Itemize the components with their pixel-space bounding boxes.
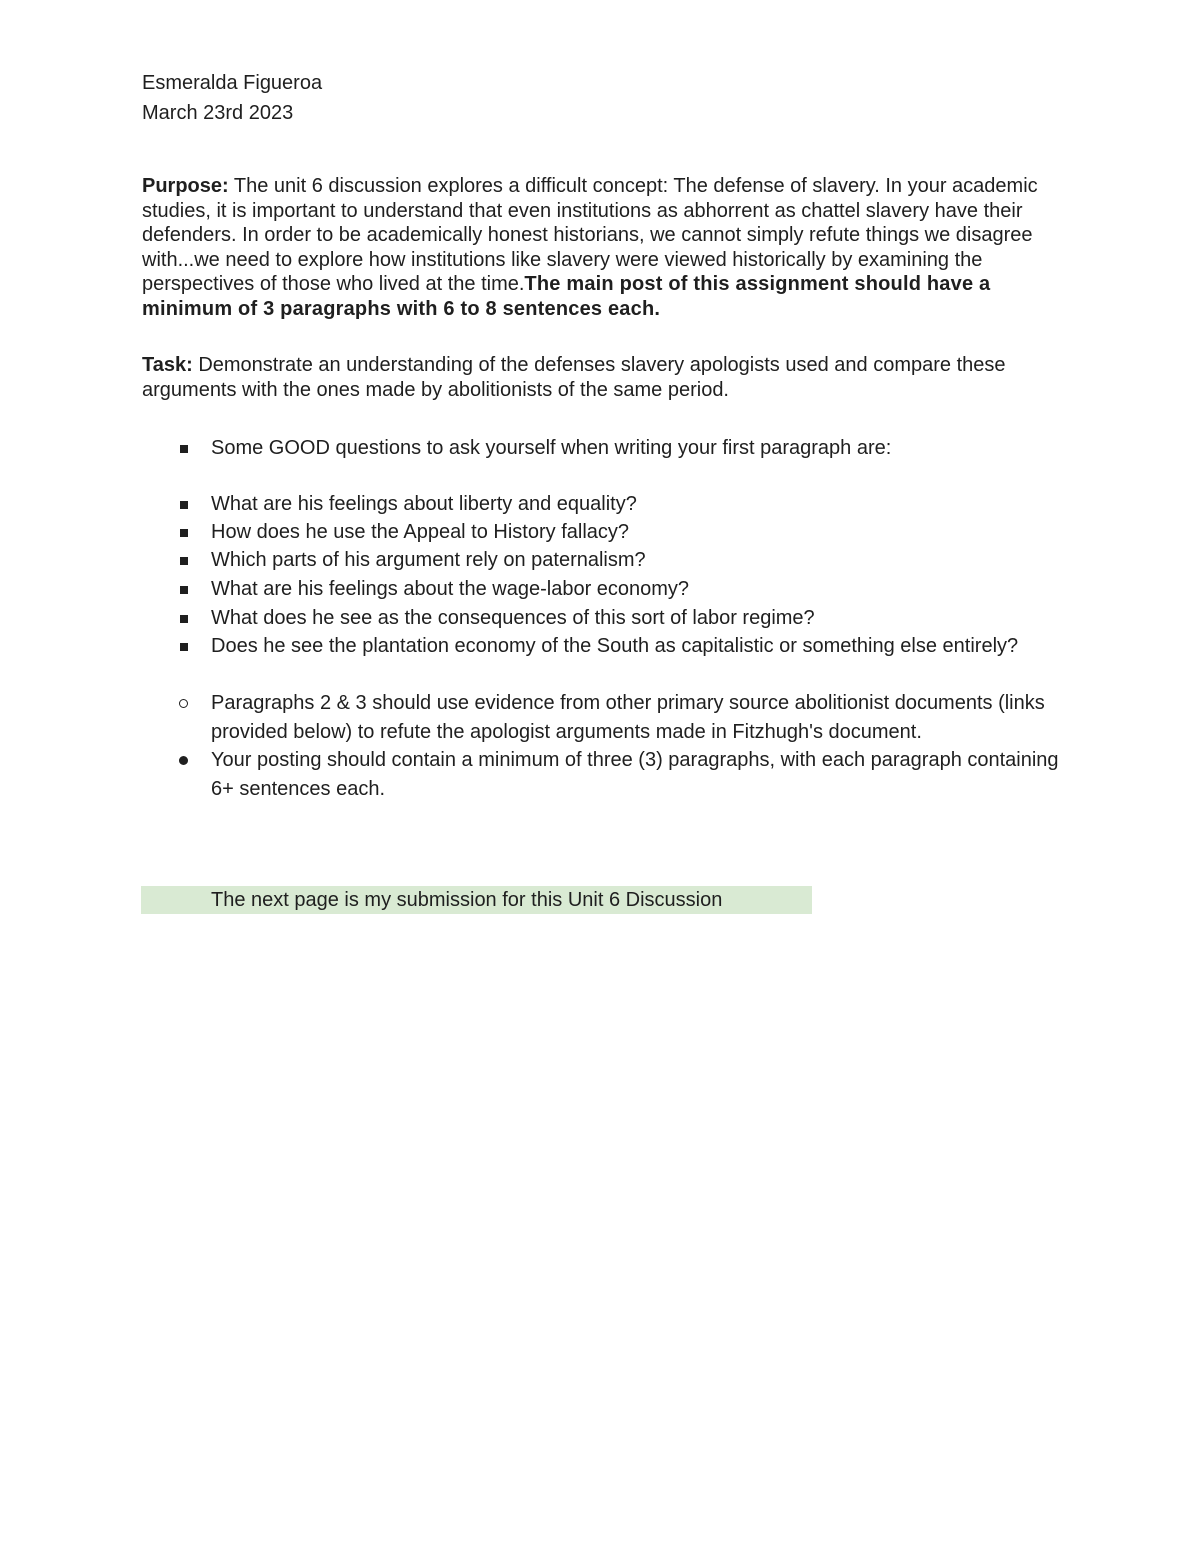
- list-item: [211, 575, 1071, 604]
- circle-bullet-icon: [178, 689, 192, 717]
- list-item-text: What are his feelings about the wage-labor economy?: [211, 578, 690, 600]
- purpose-paragraph: [142, 174, 1062, 322]
- list-item-text: Some GOOD questions to ask yourself when writing your first paragraph are:: [211, 437, 892, 459]
- list-item-text: Does he see the plantation economy of the South as capitalistic or something else entirely?: [211, 635, 1019, 657]
- square-bullet-icon: [178, 575, 192, 603]
- list-item: [211, 434, 1071, 463]
- document-date: March 23rd 2023: [142, 102, 294, 124]
- disc-bullet-icon: [178, 746, 192, 774]
- list-item-text: What does he see as the consequences of this sort of labor regime?: [211, 607, 815, 629]
- task-paragraph: [142, 353, 1062, 403]
- square-bullet-icon: [178, 518, 192, 546]
- list-item: [211, 490, 1071, 519]
- list-item-text: Paragraphs 2 & 3 should use evidence from other primary source abolitionist documents (links provided below) to refute the apologist arguments made in Fitzhugh's document.: [211, 692, 1045, 743]
- square-bullet-icon: [178, 434, 192, 462]
- list-item: [211, 632, 1071, 661]
- list-item: [211, 689, 1071, 746]
- square-bullet-icon: [178, 632, 192, 660]
- square-bullet-icon: [178, 490, 192, 518]
- purpose-text: The unit 6 discussion explores a difficult concept: The defense of slavery. In your academic studies, it is important to understand that even institutions as abhorrent as chattel slavery have their defenders. In order to be academically honest historians, we cannot simply refute things we disagree with...we need to explore how institutions like slavery were viewed historically by examining the perspectives of those who lived at the time.: [142, 175, 1038, 296]
- task-label: Task:: [142, 354, 193, 376]
- purpose-requirement: The main post of this assignment should have a minimum of 3 paragraphs with 6 to 8 sentences each.: [142, 273, 991, 320]
- list-item-text: What are his feelings about liberty and equality?: [211, 493, 637, 515]
- list-item: [211, 746, 1071, 803]
- list-item: [211, 518, 1071, 547]
- list-item-text: Which parts of his argument rely on paternalism?: [211, 549, 646, 571]
- list-item-text: Your posting should contain a minimum of three (3) paragraphs, with each paragraph containing 6+ sentences each.: [211, 749, 1059, 800]
- author-name: Esmeralda Figueroa: [142, 72, 323, 94]
- submission-note: The next page is my submission for this Unit 6 Discussion: [211, 889, 723, 911]
- square-bullet-icon: [178, 546, 192, 574]
- task-text: Demonstrate an understanding of the defenses slavery apologists used and compare these arguments with the ones made by abolitionists of the same period.: [142, 354, 1006, 401]
- square-bullet-icon: [178, 604, 192, 632]
- list-item: [211, 604, 1071, 633]
- list-item: [211, 546, 1071, 575]
- purpose-label: Purpose:: [142, 175, 229, 197]
- list-item-text: How does he use the Appeal to History fallacy?: [211, 521, 630, 543]
